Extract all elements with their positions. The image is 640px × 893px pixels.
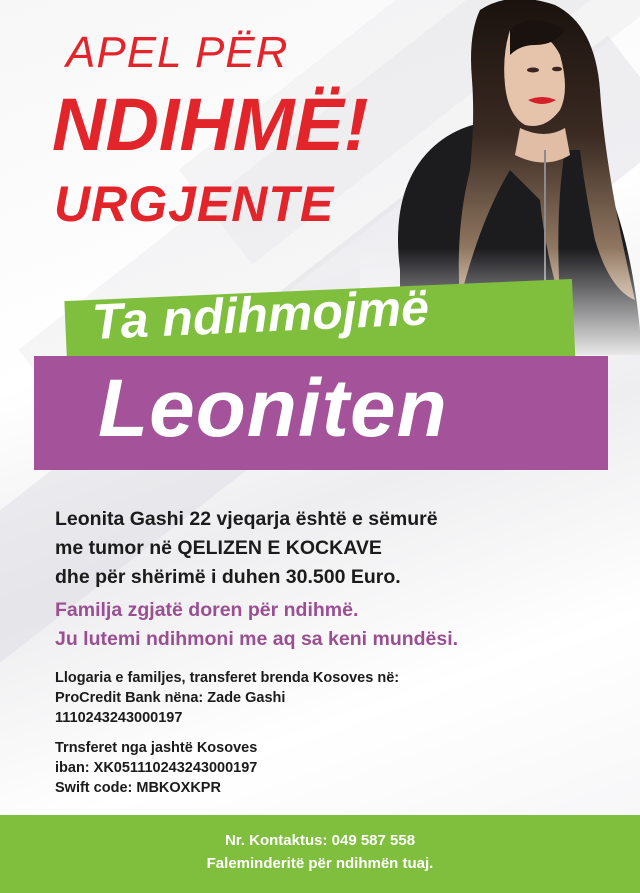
swift-line: Swift code: MBKOXKPR [55, 780, 221, 796]
description-text [55, 505, 438, 592]
bank-line: Llogaria e familjes, transferet brenda Kosoves në: [55, 670, 400, 686]
headline-ndihme: NDIHMË! [52, 83, 369, 166]
appeal-text [55, 596, 458, 654]
headline-urgjente: URGJENTE [54, 176, 335, 232]
green-banner-text: Ta ndihmojmë [90, 279, 430, 350]
bank-line: ProCredit Bank nëna: Zade Gashi [55, 690, 286, 706]
appeal-line: Familja zgjatë doren për ndihmë. [55, 599, 359, 621]
description-line: me tumor në QELIZEN E KOCKAVE [55, 537, 382, 559]
purple-banner-text: Leoniten [98, 363, 448, 454]
bank-account-number: 1110243243000197 [55, 710, 183, 726]
bank-domestic-info [55, 668, 399, 728]
contact-number: Nr. Kontaktus: 049 587 558 [224, 832, 416, 849]
bank-international-info [55, 738, 257, 798]
thanks-text: Faleminderitë për ndihmën tuaj. [206, 855, 434, 872]
appeal-line: Ju lutemi ndihmoni me aq sa keni mundësi. [55, 628, 459, 650]
bank-line: Trnsferet nga jashtë Kosoves [55, 740, 258, 756]
headline-apel: APEL PËR [66, 28, 289, 77]
footer-bar [0, 815, 640, 893]
description-line: Leonita Gashi 22 vjeqarja është e sëmurë [55, 508, 438, 530]
description-line: dhe për shërimë i duhen 30.500 Euro. [55, 566, 401, 588]
iban-line: iban: XK051110243243000197 [55, 760, 258, 776]
